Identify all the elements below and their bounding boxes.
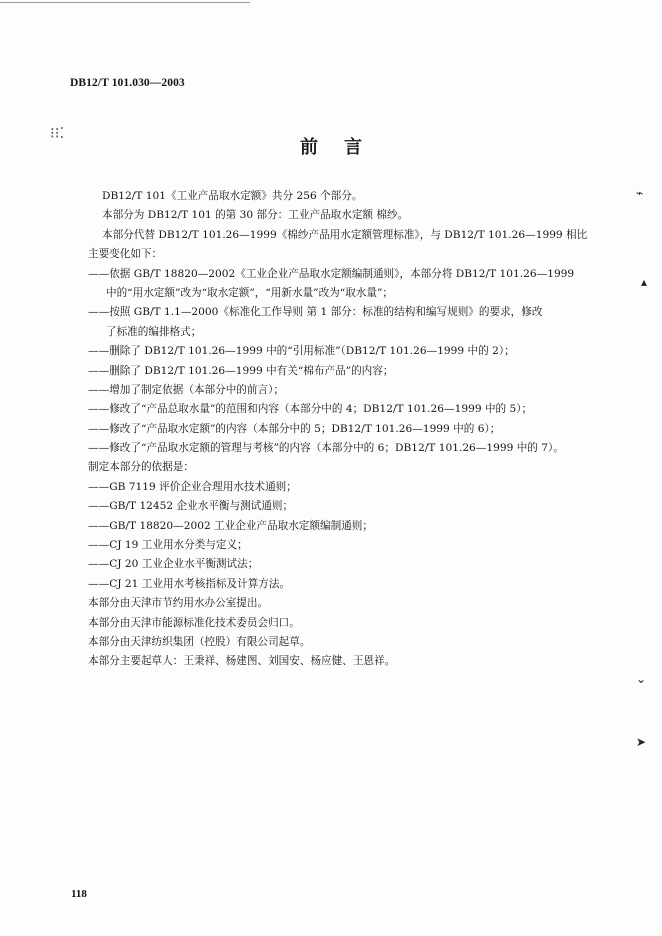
preface-line: ——修改了“产品取水定额”的内容（本部分中的 5；DB12/T 101.26—1999 中的 6）；	[88, 422, 501, 435]
preface-line: 本部分为 DB12/T 101 的第 30 部分：工业产品取水定额 棉纱。	[102, 209, 409, 222]
preface-line: ——GB/T 12452 企业水平衡与测试通则；	[88, 500, 294, 513]
preface-line: 主要变化如下：	[88, 248, 163, 261]
preface-line: ——修改了“产品取水定额的管理与考核”的内容（本部分中的 6；DB12/T 101.26—1999 中的 7）。	[88, 442, 564, 455]
preface-line: 本部分代替 DB12/T 101.26—1999《棉纱产品用水定额管理标准》，与 DB12/T 101.26—1999 相比	[102, 228, 588, 241]
page-title: 前言	[300, 137, 388, 158]
preface-line: ——CJ 19 工业用水分类与定义；	[88, 539, 248, 552]
page-number: 118	[71, 888, 87, 900]
preface-line: ——GB 7119 评价企业合理用水技术通则；	[88, 480, 297, 493]
margin-artifact-1: ⌁	[636, 186, 644, 200]
preface-line: ——CJ 21 工业用水考核指标及计算方法。	[88, 577, 291, 590]
preface-line: ——修改了“产品总取水量”的范围和内容（本部分中的 4；DB12/T 101.26—1999 中的 5）；	[88, 403, 533, 416]
preface-line: 本部分由天津市能源标准化技术委员会归口。	[88, 616, 300, 629]
preface-line: ——增加了制定依据（本部分中的前言）；	[88, 383, 284, 396]
preface-line: 了标准的编排格式；	[106, 325, 202, 338]
preface-line: 本部分由天津纺织集团（控股）有限公司起草。	[88, 635, 311, 648]
preface-line: ——CJ 20 工业企业水平衡测试法；	[88, 558, 259, 571]
preface-line: ——按照 GB/T 1.1—2000《标准化工作导则 第 1 部分：标准的结构和编写规则》的要求，修改	[88, 306, 543, 319]
margin-artifact-2: ▴	[641, 275, 648, 289]
preface-line: ——删除了 DB12/T 101.26—1999 中有关“棉布产品”的内容；	[88, 364, 394, 377]
preface-line: 本部分由天津市节约用水办公室提出。	[88, 597, 269, 610]
margin-artifact-4: ➤	[636, 735, 647, 749]
preface-line: ——GB/T 18820—2002 工业企业产品取水定额编制通则；	[88, 519, 373, 532]
margin-artifact-3: ⌄	[636, 672, 647, 686]
top-rule-divider	[0, 2, 250, 3]
preface-line: 本部分主要起草人：王秉祥、杨建图、刘国安、杨应健、王恩祥。	[88, 655, 396, 668]
scan-artifact-mark: ⁝⁝⁚	[50, 124, 65, 142]
document-code: DB12/T 101.030—2003	[70, 77, 185, 89]
preface-line: ——删除了 DB12/T 101.26—1999 中的“引用标准”（DB12/T 101.26—1999 中的 2）；	[88, 345, 515, 358]
preface-body	[88, 187, 618, 672]
preface-line: DB12/T 101《工业产品取水定额》共分 256 个部分。	[102, 190, 363, 202]
preface-line: 制定本部分的依据是：	[88, 461, 194, 474]
preface-line: 中的“用水定额”改为“取水定额”，“用新水量”改为“取水量”；	[106, 286, 393, 299]
preface-line: ——依据 GB/T 18820—2002《工业企业产品取水定额编制通则》，本部分将 DB12/T 101.26—1999	[88, 267, 575, 280]
